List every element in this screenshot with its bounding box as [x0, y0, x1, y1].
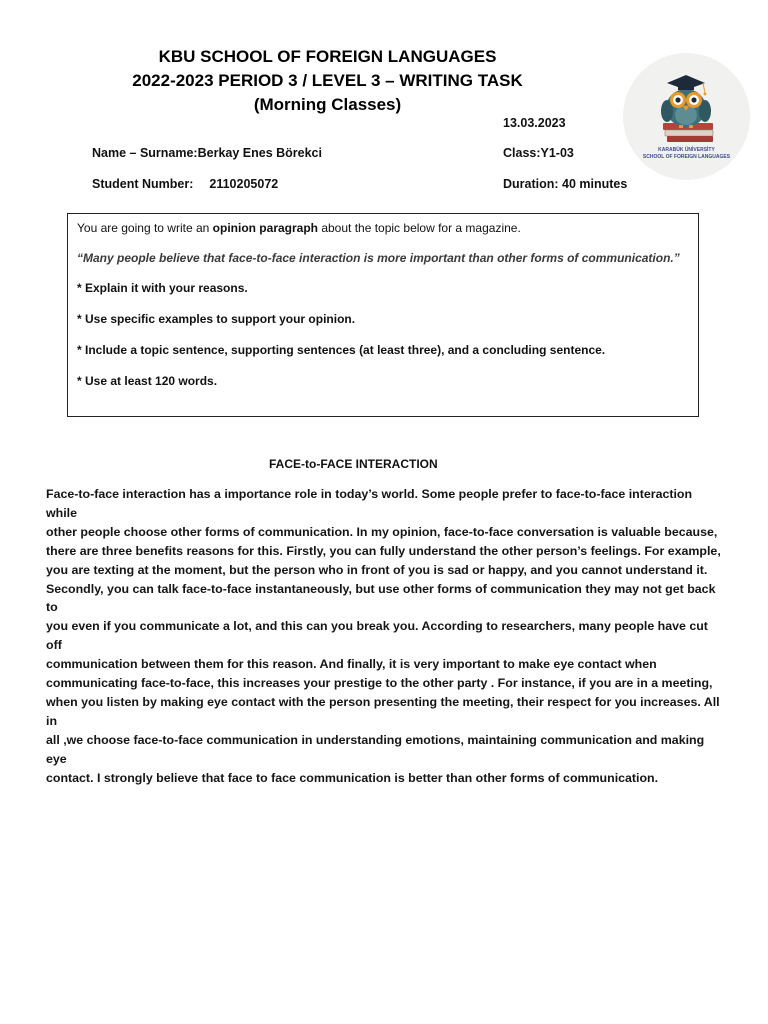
task-intro-bold: opinion paragraph — [212, 221, 318, 235]
exam-date: 13.03.2023 — [503, 116, 566, 130]
student-number-label: Student Number: — [92, 177, 194, 191]
essay-line: all ,we choose face-to-face communication in understanding emotions, maintaining communication and making eye — [46, 732, 705, 766]
essay-line: contact. I strongly believe that face to face communication is better than other forms of communication. — [46, 770, 659, 785]
task-topic-quote: “Many people believe that face-to-face interaction is more important than other forms of communication.” — [77, 251, 680, 265]
task-intro-text-2: about the topic below for a magazine. — [318, 221, 521, 235]
essay-body — [46, 485, 726, 788]
essay-line: other people choose other forms of communication. In my opinion, face-to-face conversation is valuable because, — [46, 524, 718, 539]
task-instructions-box — [67, 213, 699, 417]
student-class: Class:Y1-03 — [503, 146, 574, 160]
essay-line: when you listen by making eye contact with the person presenting the meeting, their respect for you increases. All in — [46, 694, 720, 728]
task-bullet: * Include a topic sentence, supporting sentences (at least three), and a concluding sentence. — [77, 343, 606, 357]
essay-line: Secondly, you can talk face-to-face instantaneously, but use other forms of communication they may not get back to — [46, 581, 716, 615]
owl-graduate-icon — [623, 53, 750, 180]
university-logo — [623, 53, 750, 180]
classes-subtitle: (Morning Classes) — [253, 95, 402, 114]
task-intro-text-1: You are going to write an — [77, 221, 213, 235]
student-number: 2110205072 — [209, 177, 279, 191]
essay-line: you are texting at the moment, but the person who in front of you is sad or happy, and you cannot understand it. — [46, 562, 708, 577]
student-number-row — [92, 177, 278, 191]
school-title: KBU SCHOOL OF FOREIGN LANGUAGES — [158, 47, 497, 66]
logo-university-name: KARABÜK ÜNİVERSİTY — [658, 147, 715, 153]
essay-line: communicating face-to-face, this increases your prestige to the other party . For instance, if you are in a meeting, — [46, 676, 713, 691]
task-bullet: * Explain it with your reasons. — [77, 281, 248, 295]
exam-duration: Duration: 40 minutes — [503, 177, 628, 191]
period-title: 2022-2023 PERIOD 3 / LEVEL 3 – WRITING TASK — [132, 71, 523, 90]
logo-school-name: SCHOOL OF FOREIGN LANGUAGES — [642, 154, 731, 160]
essay-line: you even if you communicate a lot, and this can you break you. According to researchers, many people have cut off — [46, 619, 708, 653]
student-name: Name – Surname:Berkay Enes Börekci — [92, 146, 322, 160]
essay-line: communication between them for this reason. And finally, it is very important to make eye contact when — [46, 657, 657, 672]
task-intro — [77, 219, 689, 238]
essay-line: Face-to-face interaction has a importance role in today’s world. Some people prefer to face-to-face interaction while — [46, 487, 693, 520]
essay-line: there are three benefits reasons for this. Firstly, you can fully understand the other person’s feelings. For example, — [46, 543, 721, 558]
task-bullet: * Use specific examples to support your opinion. — [77, 312, 356, 326]
task-bullet: * Use at least 120 words. — [77, 374, 218, 388]
essay-title: FACE-to-FACE INTERACTION — [269, 457, 438, 471]
